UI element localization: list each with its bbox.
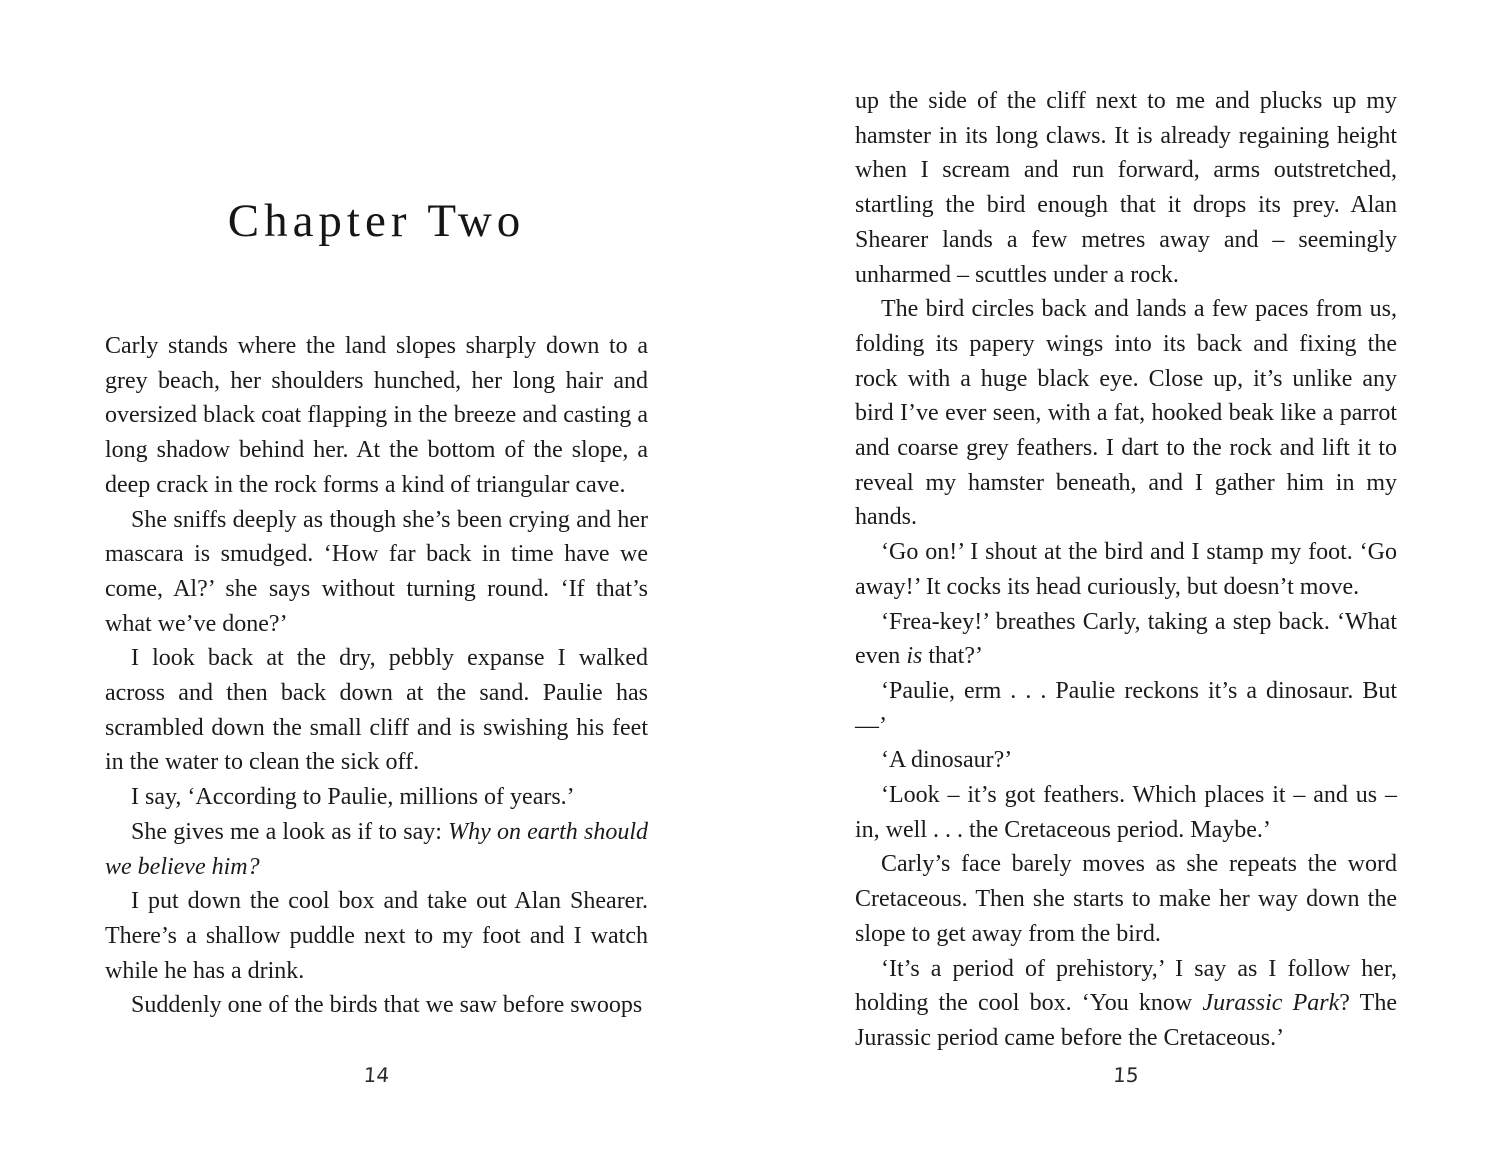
page-number-left: 14 xyxy=(362,1063,391,1087)
text-run: ‘Look – it’s got feathers. Which places it – and us – in, well . . . the Cretaceous period. Maybe.’ xyxy=(855,782,1397,843)
text-run: Why on earth should we believe him? xyxy=(105,818,649,880)
text-run: that?’ xyxy=(922,643,983,670)
text-run: I look back at the dry, pebbly expanse I walked across and then back down at the sand. Paulie has scrambled down the small cliff and is swishing his feet in the water to clean the sick off. xyxy=(105,645,648,776)
chapter-title: Chapter Two xyxy=(227,195,526,248)
text-run: Carly stands where the land slopes sharply down to a grey beach, her shoulders hunched, her long hair and oversized black coat flapping in the breeze and casting a long shadow behind her. At the bottom of the slope, a deep crack in the rock forms a kind of triangular cave. xyxy=(105,333,648,498)
text-run: up the side of the cliff next to me and plucks up my hamster in its long claws. It is already regaining height when I scream and run forward, arms outstretched, startling the bird enough that it drops its prey. Alan Shearer lands a few metres away and – seemingly unharmed – scuttles under a rock. xyxy=(855,88,1397,288)
paragraph xyxy=(855,743,1397,778)
paragraph xyxy=(105,641,648,780)
text-run: I say, ‘According to Paulie, millions of years.’ xyxy=(131,784,575,811)
paragraph xyxy=(105,329,648,503)
text-run: Suddenly one of the birds that we saw before swoops xyxy=(131,992,643,1019)
text-run: Jurassic Park xyxy=(1202,990,1340,1017)
paragraph xyxy=(855,605,1397,674)
right-page-body xyxy=(855,84,1397,1056)
paragraph xyxy=(855,535,1397,604)
text-run: ‘Paulie, erm . . . Paulie reckons it’s a dinosaur. But—’ xyxy=(855,677,1397,739)
text-run: ‘It’s a period of prehistory,’ I say as I follow her, holding the cool box. ‘You know xyxy=(855,955,1397,1017)
paragraph xyxy=(855,674,1397,743)
text-run: ? The Jurassic period came before the Cretaceous.’ xyxy=(855,990,1397,1051)
text-run: Carly’s face barely moves as she repeats the word Cretaceous. Then she starts to make her way down the slope to get away from the bird. xyxy=(855,851,1397,947)
paragraph xyxy=(855,778,1397,847)
left-page-body xyxy=(105,329,648,1023)
paragraph xyxy=(855,952,1397,1056)
paragraph xyxy=(105,988,648,1023)
text-run: I put down the cool box and take out Alan Shearer. There’s a shallow puddle next to my foot and I watch while he has a drink. xyxy=(105,888,648,984)
text-run: is xyxy=(906,643,923,670)
paragraph xyxy=(105,884,648,988)
text-run: ‘Frea-key!’ breathes Carly, taking a step back. ‘What even xyxy=(855,608,1397,670)
paragraph xyxy=(105,815,648,884)
text-run: ‘A dinosaur?’ xyxy=(881,747,1013,774)
paragraph xyxy=(105,780,648,815)
paragraph xyxy=(105,503,648,642)
text-run: ‘Go on!’ I shout at the bird and I stamp my foot. ‘Go away!’ It cocks its head curiously, but doesn’t move. xyxy=(855,539,1397,600)
text-run: She sniffs deeply as though she’s been crying and her mascara is smudged. ‘How far back in time have we come, Al?’ she says without turning round. ‘If that’s what we’ve done?’ xyxy=(105,506,648,637)
page-right xyxy=(855,0,1397,1151)
paragraph xyxy=(855,847,1397,951)
paragraph xyxy=(855,292,1397,535)
text-run: She gives me a look as if to say: xyxy=(131,818,449,845)
page-number-right: 15 xyxy=(1112,1063,1140,1087)
page-left xyxy=(105,0,648,1151)
paragraph xyxy=(855,84,1397,292)
text-run: The bird circles back and lands a few paces from us, folding its papery wings into its back and fixing the rock with a huge black eye. Close up, it’s unlike any bird I’ve ever seen, with a fat, hooked beak like a parrot and coarse grey feathers. I dart to the rock and lift it to reveal my hamster beneath, and I gather him in my hands. xyxy=(855,296,1397,531)
